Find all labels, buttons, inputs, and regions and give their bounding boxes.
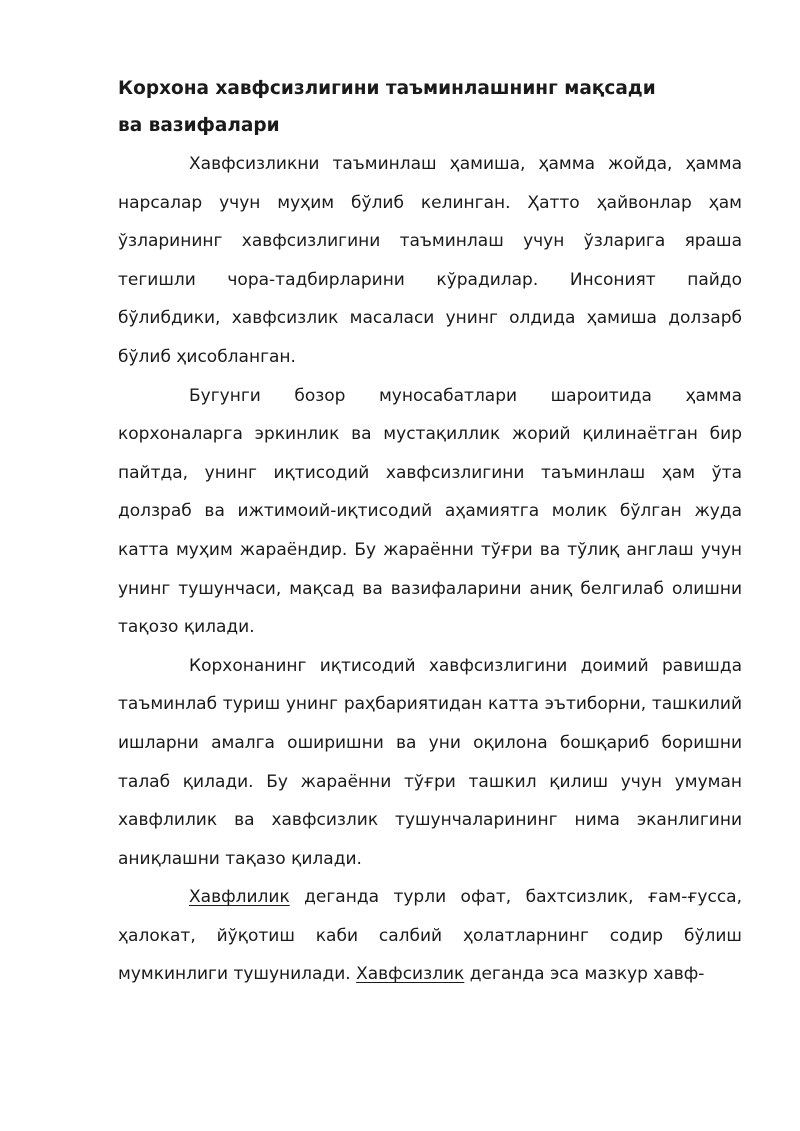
paragraph-1: Хавфсизликни таъминлаш ҳамиша, ҳамма жойда, ҳамма нарсалар учун муҳим бўлиб келинган. Ҳатто ҳайвонлар ҳам ўзларининг хавфсизлигини таъминлаш учун ўзларига яраша тегишли чора-тадбирларини кўрадилар. Инсоният пайдо бўлибдики, хавфсизлик масаласи унинг олдида ҳамиша долзарб бўлиб ҳисобланган.: [118, 154, 742, 367]
document-title: Корхона хавфсизлигини таъминлашнинг мақсади ва вазифалари: [118, 78, 656, 136]
term-hazard: Хавфлилик: [189, 887, 290, 908]
paragraph-4-text-1: деганда турли офат, бахтсизлик, ғам-ғусса, ҳалокат, йўқотиш каби салбий ҳолатларнинг содир бўлиш мумкинлиги тушунилади.: [118, 887, 742, 985]
paragraph-4-text-2: деганда эса мазкур хавф-: [464, 964, 705, 985]
paragraph-2: Бугунги бозор муносабатлари шароитида ҳамма корхоналарга эркинлик ва мустақиллик жорий қилинаётган бир пайтда, унинг иқтисодий хавфсизлигини таъминлаш ҳам ўта долзраб ва ижтимоий-иқтисодий аҳамиятга молик бўлган жуда катта муҳим жараёндир. Бу жараённи тўғри ва тўлиқ англаш учун унинг тушунчаси, мақсад ва вазифаларини аниқ белгилаб олишни тақозо қилади.: [118, 385, 742, 638]
term-security: Хавфсизлик: [356, 964, 465, 985]
paragraph-4: [118, 878, 742, 994]
document-page: [118, 70, 742, 994]
paragraph-3: Корхонанинг иқтисодий хавфсизлигини доимий равишда таъминлаб туриш унинг раҳбариятидан катта эътиборни, ташкилий ишларни амалга оширишни ва уни оқилона бошқариб боришни талаб қилади. Бу жараённи тўғри ташкил қилиш учун умуман хавфлилик ва хавфсизлик тушунчаларининг нима эканлигини аниқлашни тақазо қилади.: [118, 655, 742, 869]
